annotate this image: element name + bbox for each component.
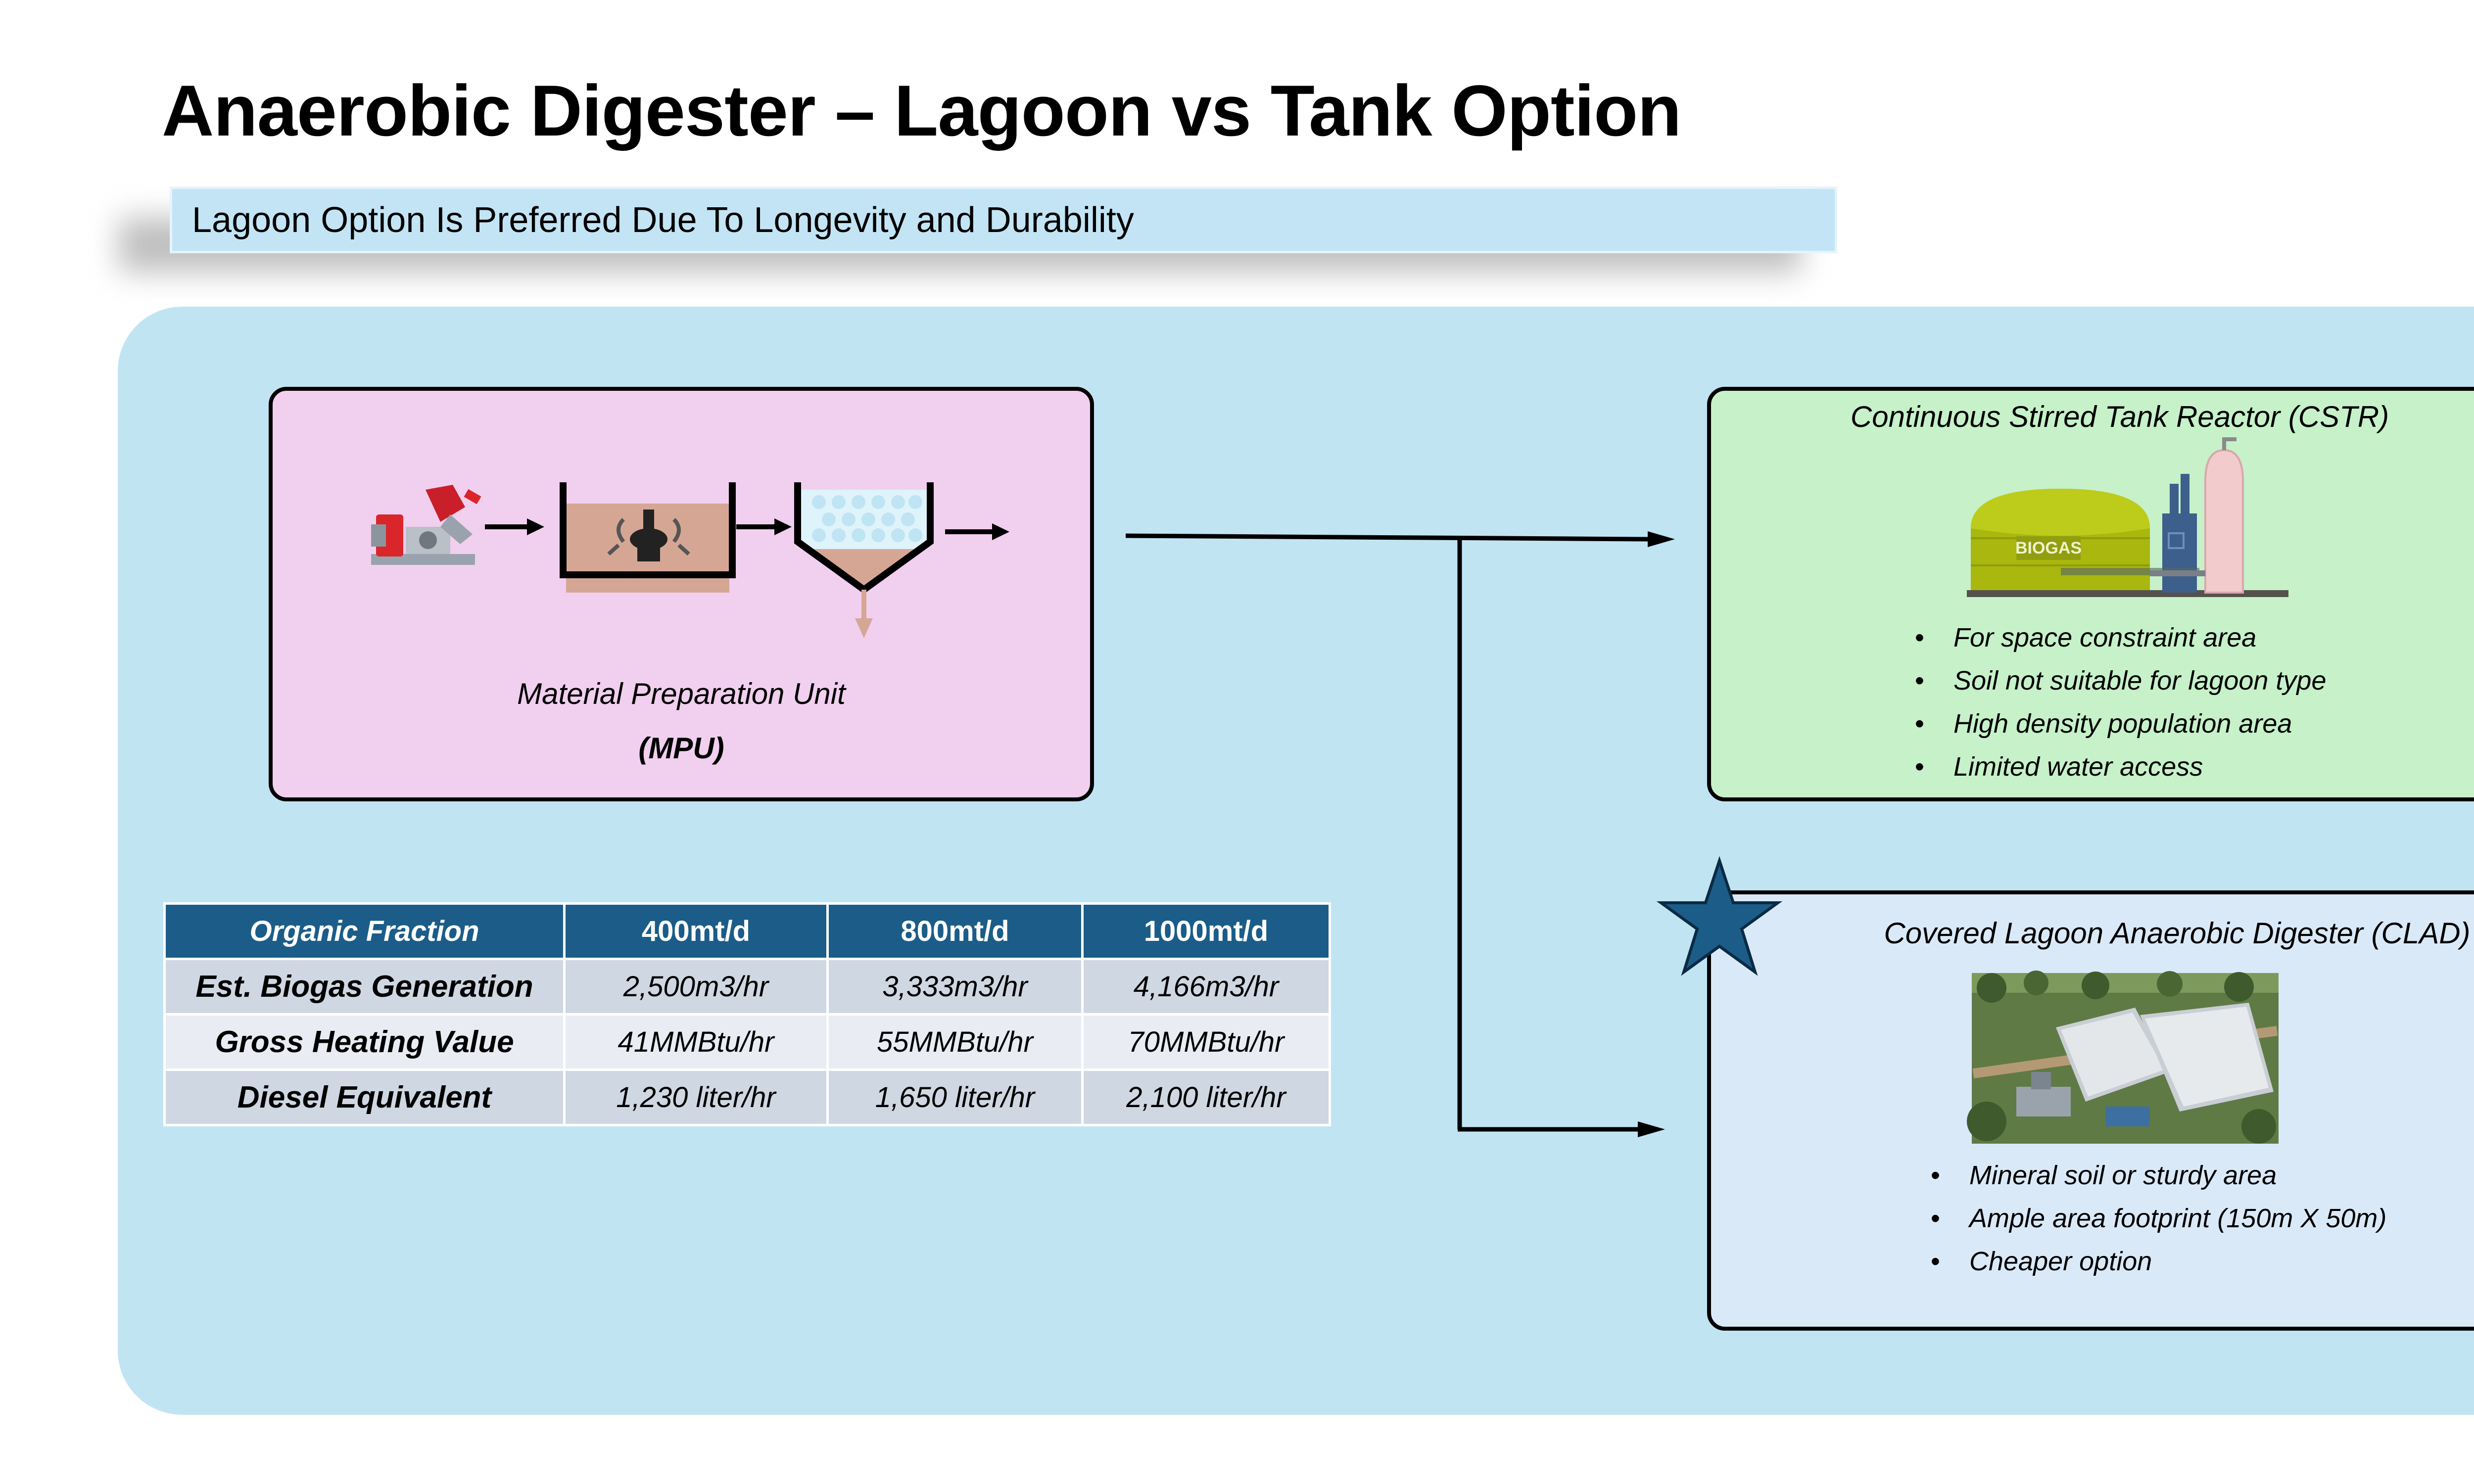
list-item: • Soil not suitable for lagoon type bbox=[1915, 659, 2327, 702]
table-cell: 2,100 liter/hr bbox=[1083, 1070, 1330, 1125]
table-header: 400mt/d bbox=[565, 904, 828, 959]
star-icon bbox=[1655, 856, 1784, 979]
table-cell: 41MMBtu/hr bbox=[565, 1015, 828, 1070]
table-cell: 70MMBtu/hr bbox=[1083, 1015, 1330, 1070]
list-item: • Ample area footprint (150m X 50m) bbox=[1931, 1197, 2386, 1240]
list-item: • Limited water access bbox=[1915, 745, 2327, 788]
cstr-bullets bbox=[1915, 616, 2327, 788]
list-item: • Cheaper option bbox=[1931, 1240, 2386, 1283]
table-header: 800mt/d bbox=[828, 904, 1083, 959]
table-header: Organic Fraction bbox=[165, 904, 565, 959]
list-item: • High density population area bbox=[1915, 702, 2327, 745]
table-cell: 55MMBtu/hr bbox=[828, 1015, 1083, 1070]
organic-fraction-table bbox=[163, 902, 1331, 1126]
table-row bbox=[165, 1015, 1330, 1070]
subtitle-text: Lagoon Option Is Preferred Due To Longevity and Durability bbox=[192, 200, 1134, 240]
clad-bullets bbox=[1931, 1154, 2386, 1283]
table-row bbox=[165, 1070, 1330, 1125]
list-item: • Mineral soil or sturdy area bbox=[1931, 1154, 2386, 1197]
lagoon-photo bbox=[1972, 973, 2279, 1144]
table-cell: 3,333m3/hr bbox=[828, 959, 1083, 1015]
table-cell: 1,650 liter/hr bbox=[828, 1070, 1083, 1125]
table-row-header: Gross Heating Value bbox=[165, 1015, 565, 1070]
clad-title: Covered Lagoon Anaerobic Digester (CLAD) bbox=[1884, 917, 2471, 950]
table-row-header: Est. Biogas Generation bbox=[165, 959, 565, 1015]
page-title: Anaerobic Digester – Lagoon vs Tank Option bbox=[162, 70, 1681, 151]
table-cell: 1,230 liter/hr bbox=[565, 1070, 828, 1125]
list-item: • For space constraint area bbox=[1915, 616, 2327, 659]
table-row bbox=[165, 959, 1330, 1015]
table-cell: 4,166m3/hr bbox=[1083, 959, 1330, 1015]
biogas-label: BIOGAS bbox=[2015, 539, 2082, 557]
mpu-abbr: (MPU) bbox=[638, 732, 724, 765]
biogas-plant-icon bbox=[1967, 444, 2288, 603]
table-cell: 2,500m3/hr bbox=[565, 959, 828, 1015]
table-row-header: Diesel Equivalent bbox=[165, 1070, 565, 1125]
cstr-title: Continuous Stirred Tank Reactor (CSTR) bbox=[1850, 400, 2389, 433]
table-header-row bbox=[165, 904, 1330, 959]
mpu-label: Material Preparation Unit bbox=[517, 677, 846, 710]
table-header: 1000mt/d bbox=[1083, 904, 1330, 959]
